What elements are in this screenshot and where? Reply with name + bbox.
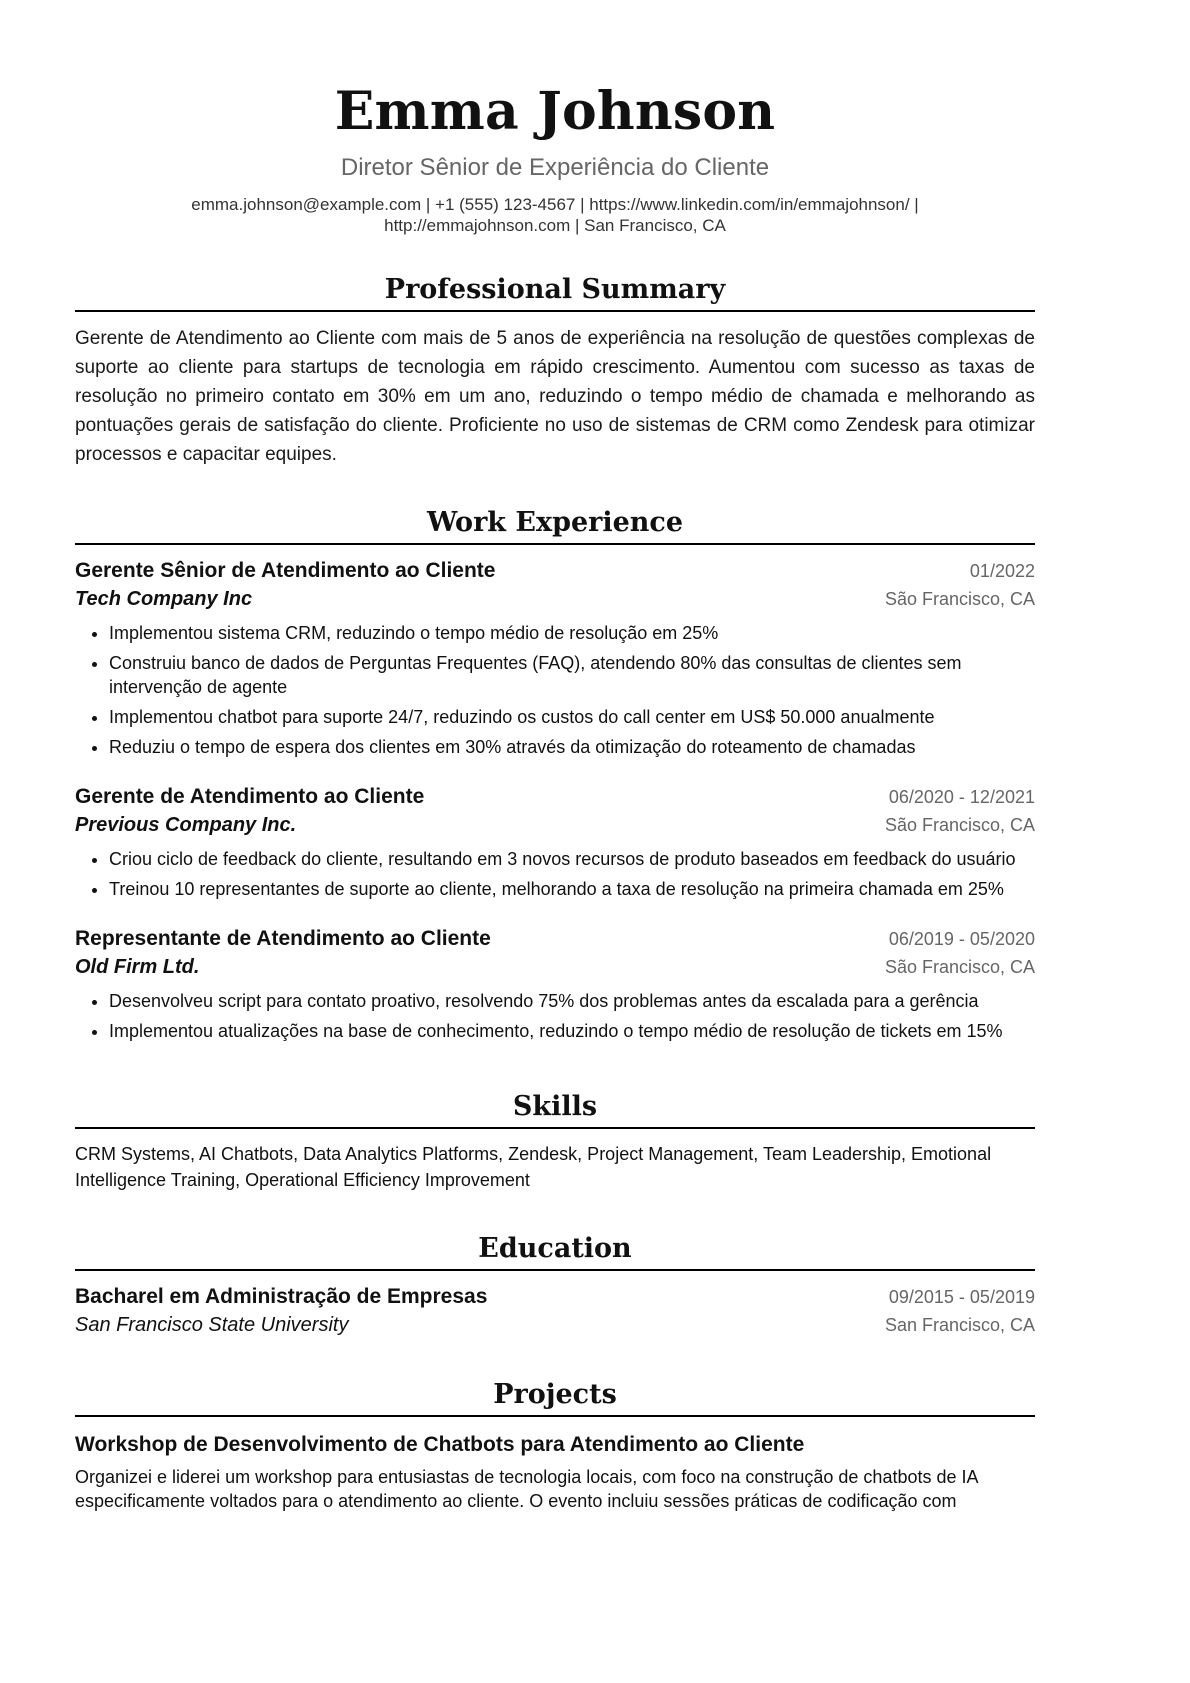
education-section <box>75 1233 1035 1339</box>
experience-section <box>75 507 1035 1043</box>
project-description: Organizei e liderei um workshop para entusiastas de tecnologia locais, com foco na construção de chatbots de IA especificamente voltados para o atendimento ao cliente. O evento incluiu sessões práticas de codificação com <box>75 1467 978 1511</box>
bullet-item: • Desenvolveu script para contato proativo, resolvendo 75% dos problemas antes da escalada para a gerência <box>109 989 1035 1013</box>
linkedin-link[interactable]: https://www.linkedin.com/in/emmajohnson/ <box>589 195 910 214</box>
job-bullets <box>75 989 1035 1043</box>
candidate-name: Emma Johnson <box>334 81 776 142</box>
resume-page <box>75 0 1035 1513</box>
job-entry <box>75 925 1035 1043</box>
job-title: Gerente de Atendimento ao Cliente <box>75 785 425 808</box>
skills-text: CRM Systems, AI Chatbots, Data Analytics Platforms, Zendesk, Project Management, Team Leadership, Emotional Intelligence Training, Operational Efficiency Improvement <box>75 1144 992 1190</box>
job-date: 06/2019 - 05/2020 <box>888 929 1035 949</box>
bullet-item: • Construiu banco de dados de Perguntas Frequentes (FAQ), atendendo 80% das consultas de clientes sem intervenção de agente <box>109 651 1035 699</box>
contact-separator: | <box>575 195 590 214</box>
candidate-headline: Diretor Sênior de Experiência do Cliente <box>340 154 770 181</box>
contact-info <box>145 194 965 236</box>
company-name: Previous Company Inc. <box>75 814 297 836</box>
project-title: Workshop de Desenvolvimento de Chatbots para Atendimento ao Cliente <box>75 1433 805 1456</box>
school-name: San Francisco State University <box>75 1314 349 1336</box>
bullet-item: • Criou ciclo de feedback do cliente, resultando em 3 novos recursos de produto baseados em feedback do usuário <box>109 847 1035 871</box>
bullet-item: • Reduziu o tempo de espera dos clientes em 30% através da otimização do roteamento de chamadas <box>109 735 1035 759</box>
summary-heading: Professional Summary <box>75 274 1035 312</box>
skills-heading: Skills <box>75 1091 1035 1129</box>
job-title: Gerente Sênior de Atendimento ao Cliente <box>75 559 496 582</box>
education-entry <box>75 1283 1035 1339</box>
email-link[interactable]: emma.johnson@example.com <box>191 195 422 214</box>
experience-heading: Work Experience <box>75 507 1035 545</box>
bullet-item: • Implementou chatbot para suporte 24/7, reduzindo os custos do call center em US$ 50.000 anualmente <box>109 705 1035 729</box>
job-location: São Francisco, CA <box>884 957 1035 977</box>
location-text: San Francisco, CA <box>584 216 726 235</box>
summary-section <box>75 274 1035 469</box>
contact-separator: | <box>570 216 585 235</box>
company-name: Tech Company Inc <box>75 588 253 610</box>
projects-heading: Projects <box>75 1379 1035 1417</box>
bullet-item: • Treinou 10 representantes de suporte ao cliente, melhorando a taxa de resolução na primeira chamada em 25% <box>109 877 1035 901</box>
degree-title: Bacharel em Administração de Empresas <box>75 1285 488 1308</box>
bullet-item: • Implementou atualizações na base de conhecimento, reduzindo o tempo médio de resolução de tickets em 15% <box>109 1019 1035 1043</box>
website-link[interactable]: http://emmajohnson.com <box>384 216 571 235</box>
company-name: Old Firm Ltd. <box>75 956 200 978</box>
job-entry <box>75 783 1035 901</box>
job-date: 01/2022 <box>969 561 1035 581</box>
job-location: São Francisco, CA <box>884 815 1035 835</box>
summary-text: Gerente de Atendimento ao Cliente com mais de 5 anos de experiência na resolução de questões complexas de suporte ao cliente para startups de tecnologia em rápido crescimento. Aumentou com sucesso as taxas de resolução no primeiro contato em 30% em um ano, reduzindo o tempo médio de chamada e melhorando as pontuações gerais de satisfação do cliente. Proficiente no uso de sistemas de CRM como Zendesk para otimizar processos e capacitar equipes. <box>75 328 1035 465</box>
phone-text: +1 (555) 123-4567 <box>435 195 576 214</box>
job-entry <box>75 557 1035 759</box>
job-bullets <box>75 621 1035 759</box>
education-heading: Education <box>75 1233 1035 1271</box>
education-date: 09/2015 - 05/2019 <box>888 1287 1035 1307</box>
job-location: São Francisco, CA <box>884 589 1035 609</box>
job-bullets <box>75 847 1035 901</box>
skills-section <box>75 1091 1035 1193</box>
job-title: Representante de Atendimento ao Cliente <box>75 927 491 950</box>
bullet-item: • Implementou sistema CRM, reduzindo o tempo médio de resolução em 25% <box>109 621 1035 645</box>
job-date: 06/2020 - 12/2021 <box>888 787 1035 807</box>
education-location: San Francisco, CA <box>884 1315 1035 1335</box>
projects-section <box>75 1379 1035 1513</box>
contact-separator: | <box>909 195 919 214</box>
contact-separator: | <box>421 195 436 214</box>
